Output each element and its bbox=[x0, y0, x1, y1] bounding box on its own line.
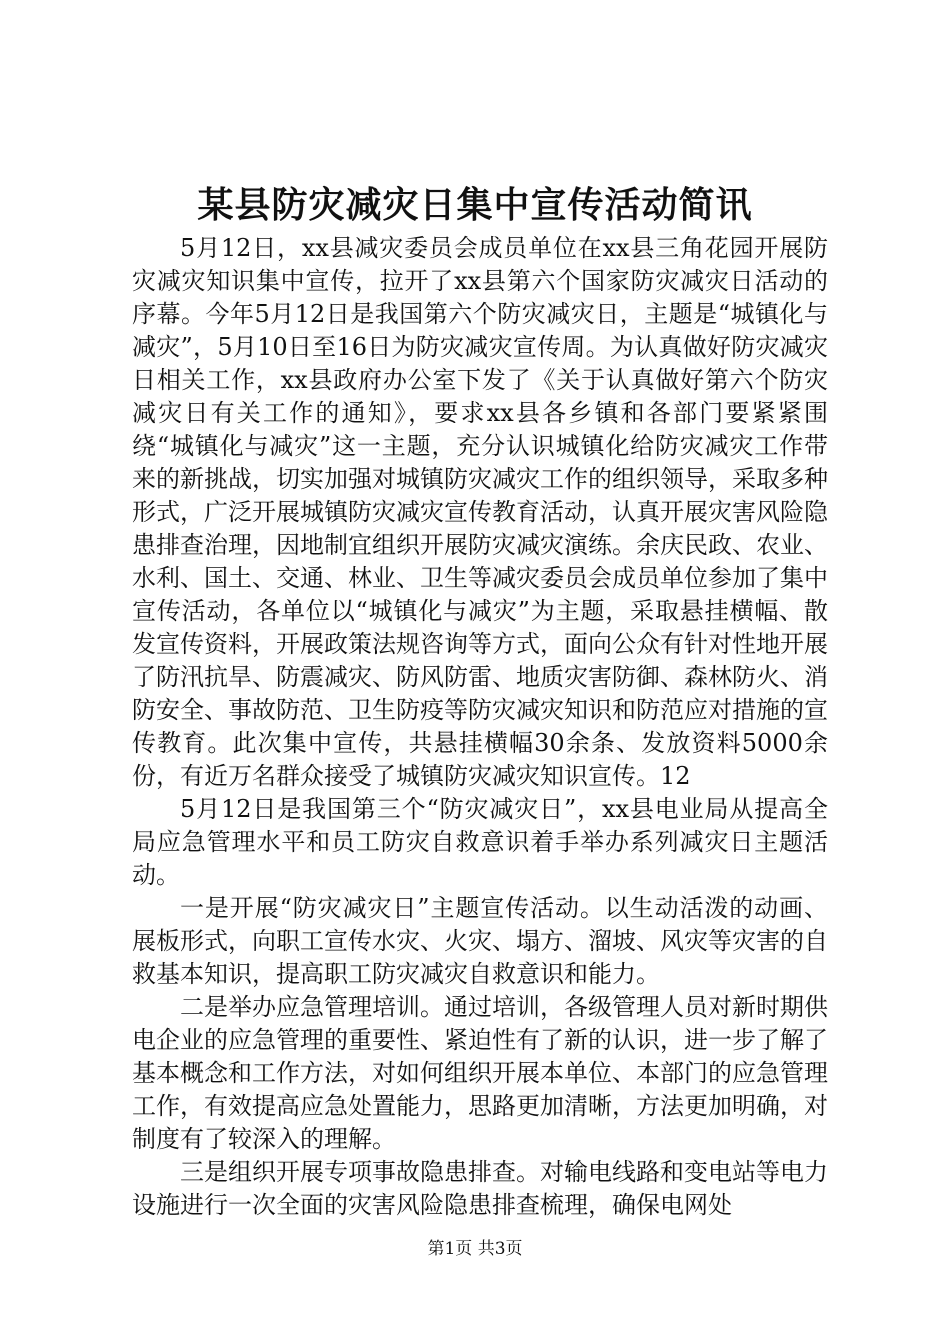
paragraph-2: 5月12日是我国第三个“防灾减灾日”，xx县电业局从提高全局应急管理水平和员工防灾自救意识着手举办系列减灾日主题活动。 bbox=[132, 795, 828, 889]
document-body bbox=[132, 232, 828, 1222]
paragraph-1: 5月12日，xx县减灾委员会成员单位在xx县三角花园开展防灾减灾知识集中宣传，拉开了xx县第六个国家防灾减灾日活动的序幕。今年5月12日是我国第六个防灾减灾日，主题是“城镇化与减灾”，5月10日至16日为防灾减灾宣传周。为认真做好防灾减灾日相关工作，xx县政府办公室下发了《关于认真做好第六个防灾减灾日有关工作的通知》，要求xx县各乡镇和各部门要紧紧围绕“城镇化与减灾”这一主题，充分认识城镇化给防灾减灾工作带来的新挑战，切实加强对城镇防灾减灾工作的组织领导，采取多种形式，广泛开展城镇防灾减灾宣传教育活动，认真开展灾害风险隐患排查治理，因地制宜组织开展防灾减灾演练。余庆民政、农业、水利、国土、交通、林业、卫生等减灾委员会成员单位参加了集中宣传活动，各单位以“城镇化与减灾”为主题，采取悬挂横幅、散发宣传资料，开展政策法规咨询等方式，面向公众有针对性地开展了防汛抗旱、防震减灾、防风防雷、地质灾害防御、森林防火、消防安全、事故防范、卫生防疫等防灾减灾知识和防范应对措施的宣传教育。此次集中宣传，共悬挂横幅30余条、发放资料5000余份，有近万名群众接受了城镇防灾减灾知识宣传。12 bbox=[132, 234, 828, 790]
page-number-footer: 第1页 共3页 bbox=[427, 1239, 523, 1259]
paragraph-3: 一是开展“防灾减灾日”主题宣传活动。以生动活泼的动画、展板形式，向职工宣传水灾、火灾、塌方、溜坡、风灾等灾害的自救基本知识，提高职工防灾减灾自救意识和能力。 bbox=[132, 894, 828, 988]
paragraph-4: 二是举办应急管理培训。通过培训，各级管理人员对新时期供电企业的应急管理的重要性、紧迫性有了新的认识，进一步了解了基本概念和工作方法，对如何组织开展本单位、本部门的应急管理工作，有效提高应急处置能力，思路更加清晰，方法更加明确，对制度有了较深入的理解。 bbox=[132, 993, 828, 1153]
document-title: 某县防灾减灾日集中宣传活动简讯 bbox=[197, 184, 753, 226]
paragraph-5: 三是组织开展专项事故隐患排查。对输电线路和变电站等电力设施进行一次全面的灾害风险隐患排查梳理，确保电网处 bbox=[132, 1158, 828, 1219]
